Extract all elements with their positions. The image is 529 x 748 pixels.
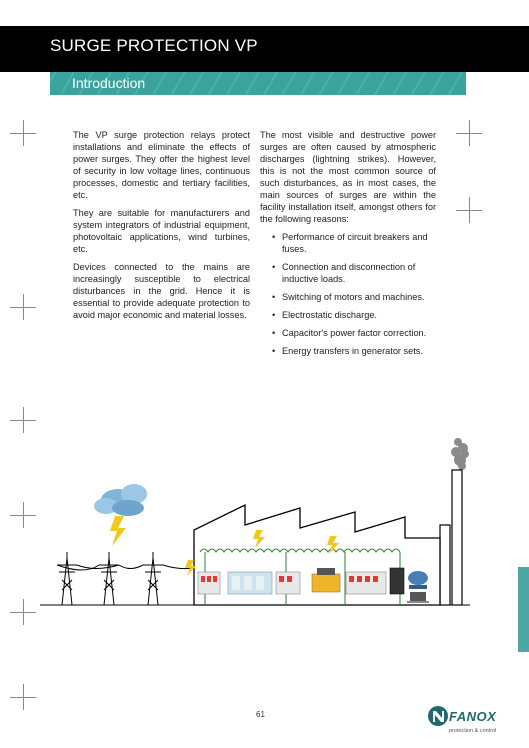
left-column: [73, 129, 250, 327]
list-item: • Switching of motors and machines.: [282, 291, 436, 303]
paragraph: The most visible and destructive power surges are often caused by atmospheric discharges (lightning strikes). However, this is not the most common source of such disturbances, as in most cases, the main sources of surges are within the facility installation itself, amongst others for the following reasons:: [260, 130, 436, 224]
brand-name: FANOX: [449, 709, 497, 724]
chimney: [440, 525, 450, 605]
motor-device: [408, 571, 428, 589]
side-tab: [518, 567, 529, 652]
bullet-list: [260, 231, 436, 357]
brand-tagline: protection & control: [449, 728, 497, 734]
list-item: • Connection and disconnection of inductive loads.: [282, 261, 436, 285]
page-number: 61: [256, 710, 265, 719]
list-item: • Energy transfers in generator sets.: [282, 345, 436, 357]
power-pylon-icon: [57, 552, 194, 605]
paragraph: The VP surge protection relays protect installations and eliminate the effects of power surges. They offer the highest level of security in low voltage lines, continuous processes, domestic and tertiary facilities, etc.: [73, 130, 250, 200]
lightning-icon: [110, 516, 126, 546]
cloud-icon: [94, 484, 147, 516]
surge-protector-device: [276, 572, 300, 594]
cabinet-device: [390, 568, 404, 594]
list-item: • Electrostatic discharge.: [282, 309, 436, 321]
paragraph: They are suitable for manufacturers and system integrators of industrial equipment, photovoltaic applications, wind turbines, etc.: [73, 208, 250, 254]
list-item: • Capacitor's power factor correction.: [282, 327, 436, 339]
surge-protector-device: [346, 572, 386, 594]
page-title: SURGE PROTECTION VP: [50, 36, 258, 55]
factory-illustration: [0, 420, 529, 630]
section-title: Introduction: [72, 75, 146, 91]
switchgear-device: [228, 572, 272, 594]
smoke-icon: [451, 438, 469, 470]
laptop-device: [407, 592, 429, 603]
paragraph: Devices connected to the mains are increasingly susceptible to electrical disturbances in the grid. Hence it is essential to provide adequate protection to avoid major economic and material losses.: [73, 262, 250, 320]
right-column: [260, 129, 436, 363]
chimney: [452, 470, 462, 605]
list-item: • Performance of circuit breakers and fuses.: [282, 231, 436, 255]
surge-protector-device: [198, 572, 220, 594]
